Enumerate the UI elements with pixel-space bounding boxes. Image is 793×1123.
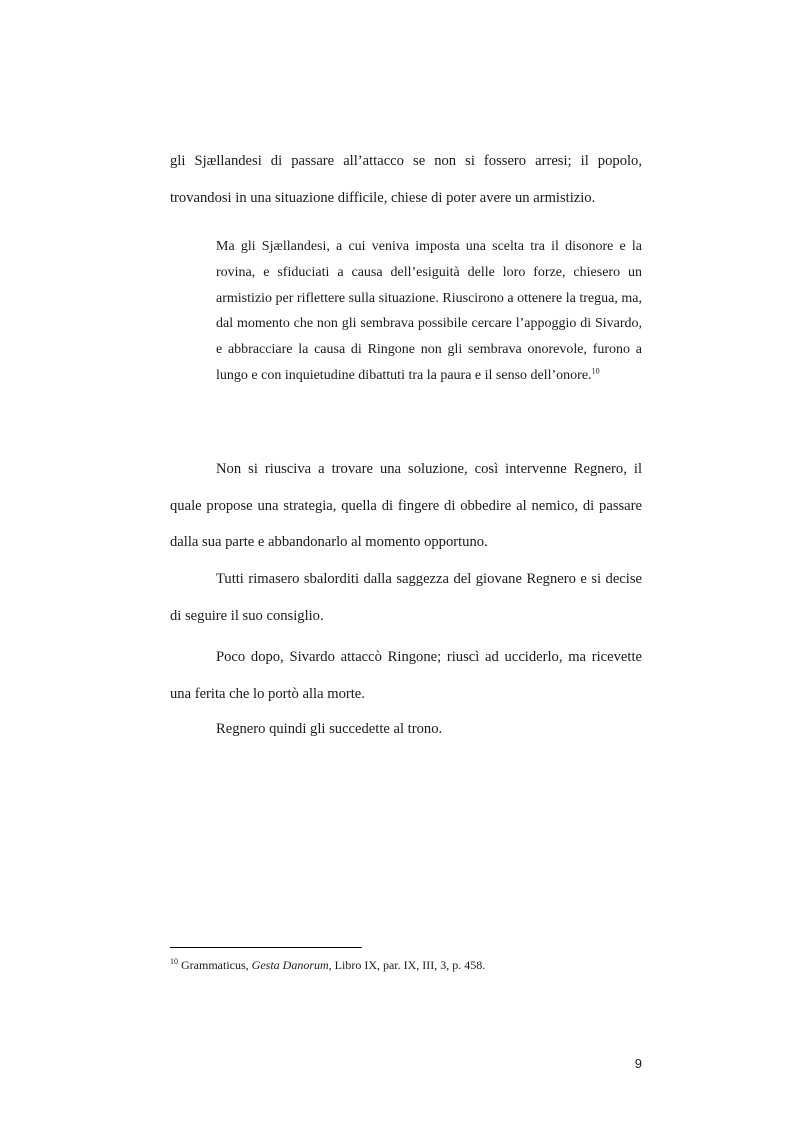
paragraph-3: Tutti rimasero sbalorditi dalla saggezza del giovane Regnero e si decise di seguire il suo consiglio. [170,571,642,624]
footnote-author: Grammaticus, [181,958,249,972]
paragraph-4: Poco dopo, Sivardo attaccò Ringone; riuscì ad ucciderlo, ma ricevette una ferita che lo portò alla morte. [170,649,642,702]
paragraph-5: Regnero quindi gli succedette al trono. [216,721,443,737]
footnote-citation: Libro IX, par. IX, III, 3, p. 458. [334,958,486,972]
paragraph-1: gli Sjællandesi di passare all’attacco se non si fossero arresi; il popolo, trovandosi in una situazione difficile, chiese di poter avere un armistizio. [170,153,642,206]
block-quote [216,234,642,389]
footnote-title: Gesta Danorum, [251,958,332,972]
footnote-number: 10 [170,957,178,966]
footnote-separator [170,947,362,948]
footnote-reference[interactable]: 10 [591,366,600,376]
block-quote-text: Ma gli Sjællandesi, a cui veniva imposta una scelta tra il disonore e la rovina, e sfiduciati a causa dell’esiguità delle loro forze, chiesero un armistizio per riflettere sulla situazione. Riuscirono a ottenere la tregua, ma, dal momento che non gli sembrava possibile cercare l’appoggio di Sivardo, e abbracciare la causa di Ringone non gli sembrava onorevole, furono a lungo e con inquietudine dibattuti tra la paura e il senso dell’onore. [216,239,642,383]
page-number: 9 [634,1056,642,1071]
paragraph-2: Non si riusciva a trovare una soluzione, così intervenne Regnero, il quale propose una strategia, quella di fingere di obbedire al nemico, di passare dalla sua parte e abbandonarlo al momento opportuno. [170,461,642,550]
footnote [170,957,642,973]
